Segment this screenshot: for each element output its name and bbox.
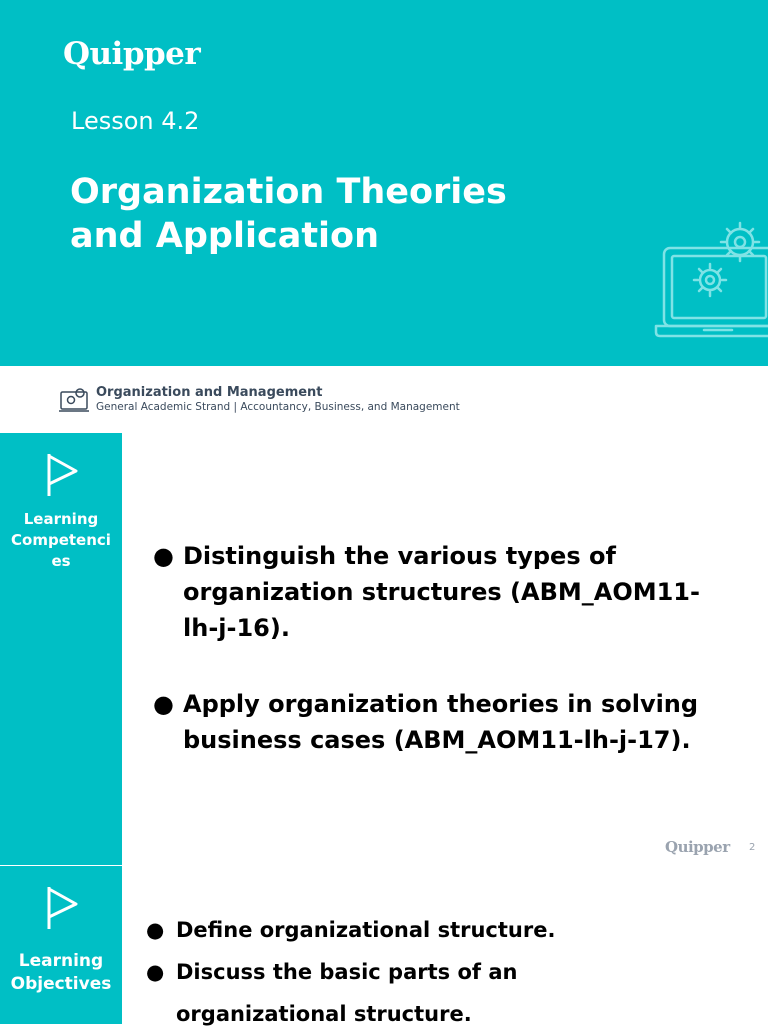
course-title: Organization and Management: [96, 385, 323, 400]
side-label-line: Learning: [23, 510, 99, 528]
bullet-icon: ●: [153, 690, 174, 718]
flag-icon: [44, 884, 80, 932]
lesson-title-line: and Application: [70, 216, 380, 256]
list-item-text: Define organizational structure.: [176, 918, 556, 942]
flag-icon: [44, 451, 80, 499]
footer-quipper-logo: Quipper: [665, 838, 730, 856]
page-number: 2: [749, 842, 756, 853]
bullet-icon: ●: [146, 918, 165, 942]
sidebar-learning-competencies: [0, 433, 122, 865]
list-item-line: lh-j-16).: [183, 614, 290, 642]
title-slide: [0, 0, 768, 366]
laptop-gears-icon: [652, 218, 768, 342]
list-item-text: Discuss the basic parts of an: [176, 960, 518, 984]
bullet-icon: ●: [153, 542, 174, 570]
bullet-icon: ●: [146, 960, 165, 984]
list-item-text: organizational structure.: [176, 1002, 472, 1026]
list-item: [146, 909, 746, 951]
side-label-line: es: [51, 552, 71, 570]
lesson-title-line: Organization Theories: [70, 172, 507, 212]
side-label-competencies: [0, 509, 122, 572]
list-item-continuation: [176, 993, 746, 1035]
lesson-title: [70, 170, 630, 258]
list-item-line: business cases (ABM_AOM11-lh-j-17).: [183, 726, 691, 754]
course-strand: General Academic Strand | Accountancy, Business, and Management: [96, 401, 460, 413]
objectives-list: [146, 909, 746, 1035]
list-item: [153, 686, 758, 758]
list-item-line: organization structures (ABM_AOM11-: [183, 578, 700, 606]
side-label-objectives: [0, 950, 122, 996]
list-item-line: Distinguish the various types of: [183, 542, 616, 570]
lesson-number: Lesson 4.2: [71, 107, 200, 135]
side-label-line: Objectives: [10, 974, 112, 994]
side-label-line: Competenci: [11, 531, 111, 549]
quipper-logo: Quipper: [63, 36, 201, 72]
competencies-list: [153, 538, 758, 798]
list-item: [146, 951, 746, 993]
list-item: [153, 538, 758, 646]
laptop-gear-icon: [58, 386, 90, 414]
list-item-line: Apply organization theories in solving: [183, 690, 699, 718]
sidebar-learning-objectives: [0, 866, 122, 1024]
side-label-line: Learning: [18, 951, 104, 971]
